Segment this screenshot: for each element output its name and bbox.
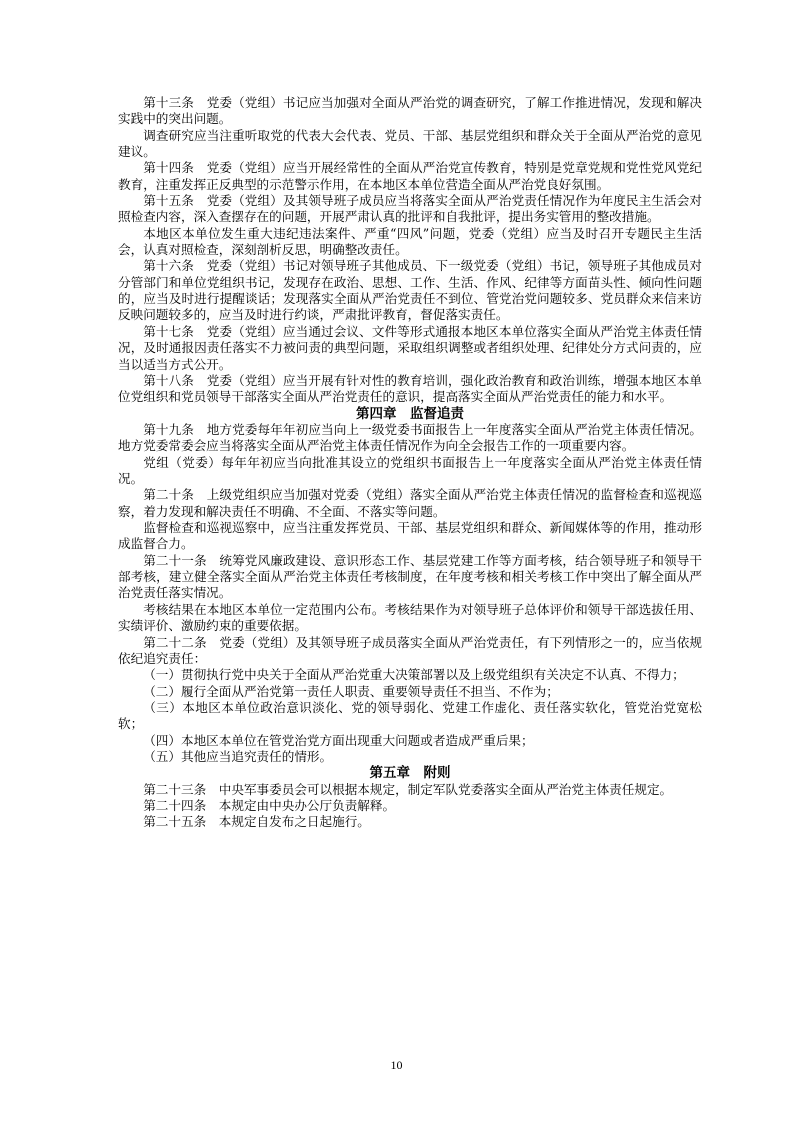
article-18-paragraph: 第十八条 党委（党组）应当开展有针对性的教育培训，强化政治教育和政治训练，增强本地区本单位党组织和党员领导干部落实全面从严治党责任的意识，提高落实全面从严治党责任的能力和水平。 xyxy=(118,372,702,405)
article-23-paragraph: 第二十三条 中央军事委员会可以根据本规定，制定军队党委落实全面从严治党主体责任规定。 xyxy=(143,781,673,797)
article-15-continuation: 本地区本单位发生重大违纪违法案件、严重“四风”问题，党委（党组）应当及时召开专题民主生活会，认真对照检查，深刻剖析反思，明确整改责任。 xyxy=(118,225,702,258)
page-number: 10 xyxy=(390,1058,403,1072)
article-22-item-1: （一）贯彻执行党中央关于全面从严治党重大决策部署以及上级党组织有关决定不认真、不得力； xyxy=(143,667,685,683)
article-22-item-3: （三）本地区本单位政治意识淡化、党的领导弱化、党建工作虚化、责任落实软化，管党治党宽松软； xyxy=(118,699,702,732)
article-13-continuation: 调查研究应当注重听取党的代表大会代表、党员、干部、基层党组织和群众关于全面从严治党的意见建议。 xyxy=(118,127,702,160)
article-13-paragraph: 第十三条 党委（党组）书记应当加强对全面从严治党的调查研究，了解工作推进情况，发现和解决实践中的突出问题。 xyxy=(118,95,702,127)
article-19-continuation: 党组（党委）每年年初应当向批准其设立的党组织书面报告上一年度落实全面从严治党主体责任情况。 xyxy=(118,454,702,487)
article-21-continuation: 考核结果在本地区本单位一定范围内公布。考核结果作为对领导班子总体评价和领导干部选拔任用、实绩评价、激励约束的重要依据。 xyxy=(118,601,702,634)
article-20-paragraph: 第二十条 上级党组织应当加强对党委（党组）落实全面从严治党主体责任情况的监督检查和巡视巡察，着力发现和解决责任不明确、不全面、不落实等问题。 xyxy=(118,487,702,519)
article-21-paragraph: 第二十一条 统筹党风廉政建设、意识形态工作、基层党建工作等方面考核，结合领导班子和领导干部考核，建立健全落实全面从严治党主体责任考核制度，在年度考核和相关考核工作中突出了解全面从严治党责任落实情况。 xyxy=(118,552,702,601)
article-14-paragraph: 第十四条 党委（党组）应当开展经常性的全面从严治党宣传教育，特别是党章党规和党性党风党纪教育，注重发挥正反典型的示范警示作用，在本地区本单位营造全面从严治党良好氛围。 xyxy=(118,160,702,192)
document-body xyxy=(118,95,702,831)
article-16-paragraph: 第十六条 党委（党组）书记对领导班子其他成员、下一级党委（党组）书记，领导班子其他成员对分管部门和单位党组织书记，发现存在政治、思想、工作、生活、作风、纪律等方面苗头性、倾向性问题的，应当及时进行提醒谈话；发现落实全面从严治党责任不到位、管党治党问题较多、党员群众来信来访反映问题较多的，应当及时进行约谈，严肃批评教育，督促落实责任。 xyxy=(118,258,702,323)
article-15-paragraph: 第十五条 党委（党组）及其领导班子成员应当将落实全面从严治党责任情况作为年度民主生活会对照检查内容，深入查摆存在的问题，开展严肃认真的批评和自我批评，提出务实管用的整改措施。 xyxy=(118,193,702,225)
article-19-paragraph: 第十九条 地方党委每年年初应当向上一级党委书面报告上一年度落实全面从严治党主体责任情况。地方党委常委会应当将落实全面从严治党主体责任情况作为向全会报告工作的一项重要内容。 xyxy=(118,422,702,454)
chapter-5-heading: 第五章 附则 xyxy=(369,765,451,782)
article-24-paragraph: 第二十四条 本规定由中央办公厅负责解释。 xyxy=(143,798,396,814)
chapter-4-heading: 第四章 监督追责 xyxy=(356,405,464,422)
article-25-paragraph: 第二十五条 本规定自发布之日起施行。 xyxy=(143,814,370,830)
article-22-item-5: （五）其他应当追究责任的情形。 xyxy=(143,748,333,764)
article-20-continuation: 监督检查和巡视巡察中，应当注重发挥党员、干部、基层党组织和群众、新闻媒体等的作用，推动形成监督合力。 xyxy=(118,520,702,552)
article-17-paragraph: 第十七条 党委（党组）应当通过会议、文件等形式通报本地区本单位落实全面从严治党主体责任情况，及时通报因责任落实不力被问责的典型问题，采取组织调整或者组织处理、纪律处分方式问责的，应当以适当方式公开。 xyxy=(118,323,702,372)
article-22-item-2: （二）履行全面从严治党第一责任人职责、重要领导责任不担当、不作为； xyxy=(143,683,559,699)
article-22-item-4: （四）本地区本单位在管党治党方面出现重大问题或者造成严重后果； xyxy=(143,732,534,748)
article-22-paragraph: 第二十二条 党委（党组）及其领导班子成员落实全面从严治党责任，有下列情形之一的，应当依规依纪追究责任： xyxy=(118,634,702,666)
